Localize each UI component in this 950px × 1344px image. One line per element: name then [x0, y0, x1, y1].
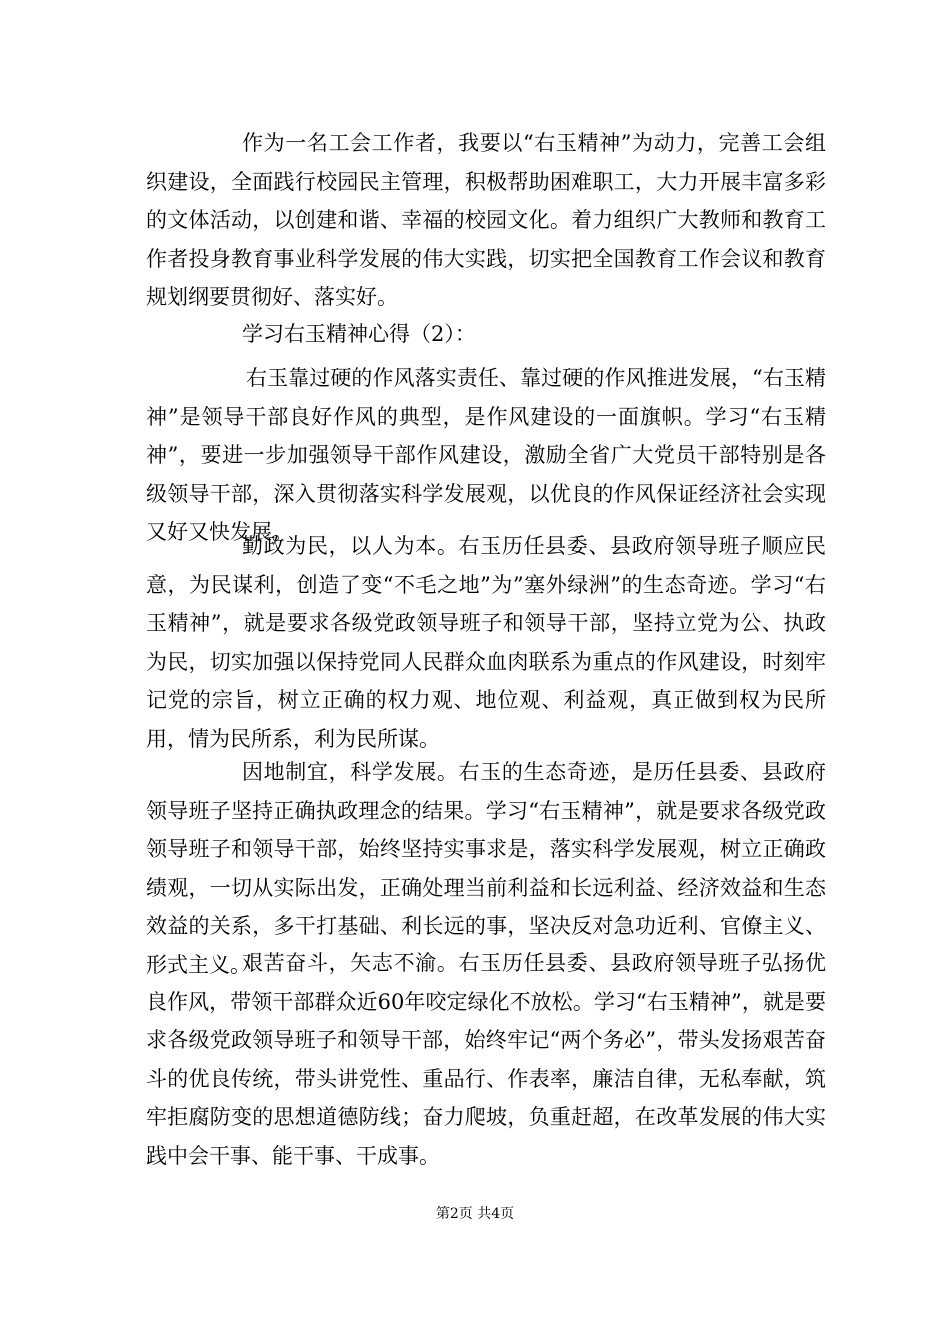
paragraph-union-worker: 作为一名工会工作者，我要以“右玉精神”为动力，完善工会组织建设，全面践行校园民主管理，积极帮助困难职工，大力开展丰富多彩的文体活动，以创建和谐、幸福的校园文化。着力组织广大教师和教育工作者投身教育事业科学发展的伟大实践，切实把全国教育工作会议和教育规划纲要贯彻好、落实好。	[146, 131, 826, 309]
paragraph-hard-struggle: 艰苦奋斗，矢志不渝。右玉历任县委、县政府领导班子弘扬优良作风，带领干部群众近60年咬定绿化不放松。学习“右玉精神”，就是要求各级党政领导班子和领导干部，始终牢记“两个务必”，带头发扬艰苦奋斗的优良传统，带头讲党性、重品行、作表率，廉洁自律，无私奉献，筑牢拒腐防变的思想道德防线；奋力爬坡，负重赶超，在改革发展的伟大实践中会干事、能干事、干成事。	[146, 951, 826, 1168]
section-heading: 学习右玉精神心得（2）：	[242, 322, 476, 346]
paragraph-scientific-development: 因地制宜，科学发展。右玉的生态奇迹，是历任县委、县政府领导班子坚持正确执政理念的结果。学习“右玉精神”，就是要求各级党政领导班子和领导干部，始终坚持实事求是，落实科学发展观，树立正确政绩观，一切从实际出发，正确处理当前利益和长远利益、经济效益和生态效益的关系，多干打基础、利长远的事，坚决反对急功近利、官僚主义、形式主义。	[146, 760, 826, 977]
paragraph-diligent-governance: 勤政为民，以人为本。右玉历任县委、县政府领导班子顺应民意，为民谋利，创造了变“不毛之地”为”塞外绿洲”的生态奇迹。学习“右玉精神”，就是要求各级党政领导班子和领导干部，坚持立党为公、执政为民，切实加强以保持党同人民群众血肉联系为重点的作风建设，时刻牢记党的宗旨，树立正确的权力观、地位观、利益观，真正做到权为民所用，情为民所系，利为民所谋。	[146, 534, 826, 751]
paragraph-work-style: 右玉靠过硬的作风落实责任、靠过硬的作风推进发展，“右玉精神”是领导干部良好作风的典型，是作风建设的一面旗帜。学习“右玉精神”，要进一步加强领导干部作风建设，激励全省广大党员干部特别是各级领导干部，深入贯彻落实科学发展观，以优良的作风保证经济社会实现又好又快发展。	[146, 366, 826, 544]
page-number-footer: 第2页 共4页	[435, 1206, 515, 1222]
